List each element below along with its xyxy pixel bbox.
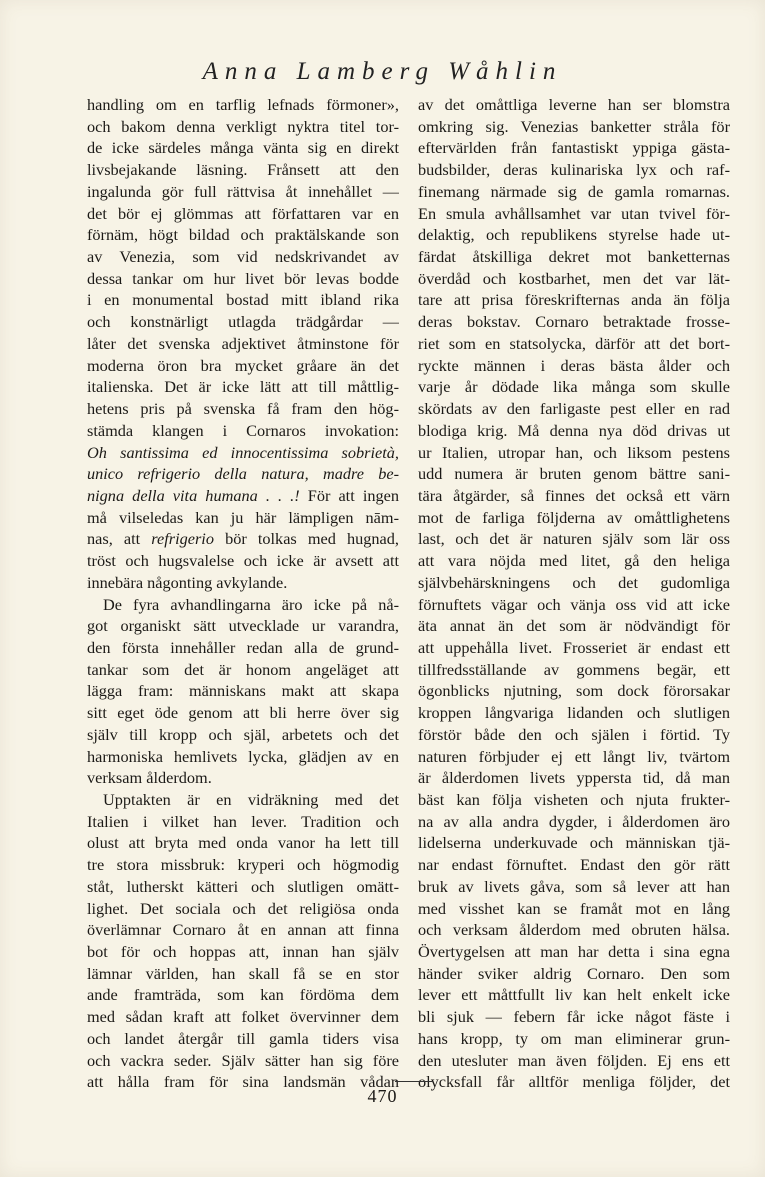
text-line: förnäm, högt bildad och praktälskande son — [87, 225, 399, 245]
text-line: självbehärskningens och det gudomliga — [418, 572, 730, 592]
text-line: last, och det är naturen själv som lär oss — [418, 529, 730, 549]
text-line: att hålla fram för sina landsmän vådan — [87, 1072, 399, 1092]
text-line: bot för och hoppas att, innan han själv — [87, 942, 399, 962]
text-line: må vilseledas kan ju här lämpligen nām- — [87, 507, 399, 527]
text-line: olust att bryta med onda vanor ha lett till — [87, 833, 399, 853]
text-line-mixed: nigna della vita humana . . .! För att ingen — [87, 485, 399, 505]
text-line-italic: unico refrigerio della natura, madre be- — [87, 464, 399, 484]
text-line: förnuftets vägar och vänja oss vid att icke — [418, 594, 730, 614]
text-line: blodiga krig. Må denna nya död drivas ut — [418, 420, 730, 440]
page-number-rule — [395, 1081, 433, 1082]
text-line: nar endast förnuftet. Endast den gör rätt — [418, 855, 730, 875]
text-line: ögonblicks njutning, som dock förorsakar — [418, 681, 730, 701]
text-line: och vackra seder. Själv sätter han sig före — [87, 1050, 399, 1070]
text-line: med sådan kraft att folket övervinner dem — [87, 1007, 399, 1027]
text-line: varje år dödade lika många som skulle — [418, 377, 730, 397]
text-line: kroppen långvariga lidanden och slutligen — [418, 703, 730, 723]
text-line: äta annat än det som är nödvändigt för — [418, 616, 730, 636]
text-line: moderna öron bra mycket gråare än det — [87, 355, 399, 375]
text-line: handling om en tarflig lefnads förmoner», — [87, 95, 399, 114]
text-line: hans kropp, ty om man eliminerar grun- — [418, 1028, 730, 1048]
text-line: Övertygelsen att man har detta i sina egna — [418, 942, 730, 962]
text-line: harmoniska hemlivets lycka, glädjen av en — [87, 746, 399, 766]
text-line: lever ett måttfullt liv kan helt enkelt icke — [418, 985, 730, 1005]
text-line: riet som en statsolycka, därför att det bort- — [418, 333, 730, 353]
text-line: budsbilder, deras kulinariska lyx och raf- — [418, 160, 730, 180]
running-head-author: Anna Lamberg Wåhlin — [202, 58, 563, 85]
text-line: tre stora missbruk: kryperi och högmodig — [87, 855, 399, 875]
text-line: udd numera är bruten genom bättre sani- — [418, 464, 730, 484]
text-line: dessa tankar om hur livet bör levas bodde — [87, 268, 399, 288]
text-line: och konstnärligt utlagda trädgårdar — — [87, 312, 399, 332]
text-line: i en monumental bostad mitt ibland rika — [87, 290, 399, 310]
text-line: tankar som det är honom angeläget att — [87, 659, 399, 679]
text-line: skördats av den farligaste pest eller en rad — [418, 399, 730, 419]
text-line: got organiskt sätt utvecklade ur varandra, — [87, 616, 399, 636]
text-line: och verksam ålderdom med obruten hälsa. — [418, 920, 730, 940]
text-line: bäst kan följa visheten och njuta frukter- — [418, 790, 730, 809]
text-line: lägga fram: människans makt att skapa — [87, 681, 399, 701]
text-line: att vara nöjda med litet, gå den heliga — [418, 551, 730, 571]
text-line: ur Italien, utropar han, och liksom pestens — [418, 442, 730, 462]
text-line: innebära någonting avkylande. — [87, 572, 288, 592]
text-line: verksam ålderdom. — [87, 768, 212, 788]
text-line: naturen förbjuder ej ett långt liv, tvärtom — [418, 746, 730, 766]
text-line: överlämnar Cornaro åt en annan att finna — [87, 920, 399, 940]
text-line: olycksfall får alltför menliga följder, det — [418, 1072, 730, 1092]
text-line: ande framträda, som kan fördöma dem — [87, 985, 399, 1005]
text-line: förstör både den och själen i förtid. Ty — [418, 724, 730, 744]
text-line: är ålderdomen livets yppersta tid, då man — [418, 768, 730, 788]
text-line: lidelserna underkuvade och människan tjä- — [418, 833, 730, 853]
text-line: stämda klangen i Cornaros invokation: — [87, 420, 399, 440]
text-line: delaktig, och republikens styrelse hade ut- — [418, 225, 730, 245]
text-line: överdåd och kostbarhet, men det var lät- — [418, 268, 730, 288]
text-line: sitt eget öde genom att bli herre över sig — [87, 703, 399, 723]
text-line: och landet återgår till gamla tiders visa — [87, 1028, 399, 1048]
page-number: 470 — [367, 1086, 398, 1106]
text-column-left — [87, 94, 399, 1093]
text-line: det bör ej glömmas att författaren var en — [87, 203, 399, 223]
text-line: och bakom denna verkligt nyktra titel tor- — [87, 116, 399, 136]
text-line: na av alla andra dygder, i ålderdomen äro — [418, 811, 730, 831]
text-line: ryckte männen i deras bästa ålder och — [418, 355, 730, 375]
text-line: tare att prisa föreskrifternas anda än följa — [418, 290, 730, 310]
text-line-mixed: nas, att refrigerio bör tolkas med hugnad, — [87, 529, 399, 549]
text-line: italienska. Det är icke lätt att till måttlig- — [87, 377, 399, 397]
text-line: ingalunda gör full rättvisa åt innehållet — — [87, 181, 399, 201]
text-line: finemang närmade sig de gamla romarnas. — [418, 181, 730, 201]
paragraph-start-line: Upptakten är en vidräkning med det — [103, 790, 399, 809]
text-line: lämnar världen, han skall få se en stor — [87, 963, 399, 983]
text-line: deras bokstav. Cornaro betraktade frosse- — [418, 312, 730, 332]
text-line: Italien i vilket han lever. Tradition och — [87, 811, 399, 831]
text-line: tillfredsställande av gommens begär, ett — [418, 659, 730, 679]
text-line: låter det svenska adjektivet åtminstone för — [87, 333, 399, 353]
text-line: händer sviker aldrig Cornaro. Den som — [418, 963, 730, 983]
text-line: av Venezia, som vid nedskrivandet av — [87, 247, 399, 267]
text-line: ståt, lutherskt kätteri och slutligen omätt- — [87, 876, 399, 896]
text-line: lighet. Det sociala och det religiösa onda — [87, 898, 399, 918]
text-line: tröst och hugsvalelse och icke är avsett att — [87, 551, 399, 571]
text-line: bli sjuk — febern får icke något fäste i — [418, 1007, 730, 1027]
text-line: bruk av livets gåva, som så lever att han — [418, 876, 730, 896]
text-line: omkring sig. Venezias banketter stråla för — [418, 116, 730, 136]
text-line: hetens pris på svenska få fram den hög- — [87, 399, 399, 419]
text-column-right — [418, 94, 730, 1093]
text-line: eftervärlden från fantastiskt yppiga gästa- — [418, 138, 730, 158]
text-line: av det omåttliga leverne han ser blomstra — [418, 95, 730, 114]
text-line: den första innehåller redan alla de grund- — [87, 637, 399, 657]
text-line: mot de farliga följderna av omåttlighetens — [418, 507, 730, 527]
text-line: den utesluter man även följden. Ej ens ett — [418, 1050, 730, 1070]
text-line: med visshet kan se framåt mot en lång — [418, 898, 730, 918]
paragraph-start-line: De fyra avhandlingarna äro icke på nå- — [103, 594, 399, 614]
text-line: färdat åtskilliga dekret mot banketternas — [418, 247, 730, 267]
text-line: själv till kropp och själ, arbetets och det — [87, 724, 399, 744]
text-line: En smula avhållsamhet var utan tvivel för- — [418, 203, 730, 223]
text-line: livsbejakande läsning. Frånsett att den — [87, 160, 399, 180]
text-line: de icke särdeles många vänta sig en direkt — [87, 138, 399, 158]
text-line-italic: Oh santissima ed innocentissima sobrietà, — [87, 442, 399, 462]
text-line: att uppehålla livet. Frosseriet är endast ett — [418, 637, 730, 657]
text-line: tära åtgärder, så finnes det också ett värn — [418, 485, 730, 505]
